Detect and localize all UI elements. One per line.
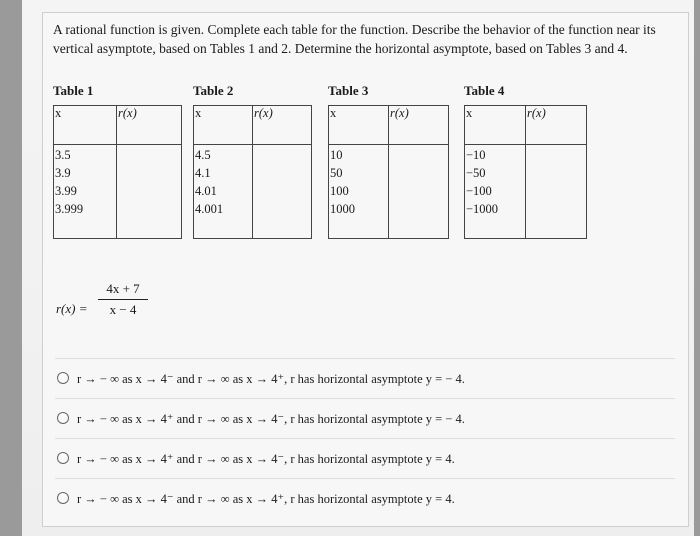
- worksheet-page: [22, 0, 694, 536]
- table-1-header-rx: r(x): [117, 106, 182, 145]
- table-4: [464, 105, 587, 239]
- table-4-header-rx: r(x): [526, 106, 587, 145]
- option-text: r → − ∞ as x → 4⁻ and r → ∞ as x → 4⁺, r has horizontal asymptote y = 4.: [77, 492, 455, 506]
- divider: [55, 358, 675, 359]
- fraction-bar: [98, 299, 148, 300]
- table-2-x-column: [194, 145, 253, 239]
- table-2-x-value: 4.001: [195, 202, 224, 216]
- function-denominator: x − 4: [109, 302, 137, 317]
- answer-option-1[interactable]: [57, 371, 465, 387]
- table-1-x-column: [54, 145, 117, 239]
- option-text: r → − ∞ as x → 4⁻ and r → ∞ as x → 4⁺, r has horizontal asymptote y = − 4.: [77, 372, 465, 386]
- table-2: [193, 105, 312, 239]
- table-4-x-column: [465, 145, 526, 239]
- table-3: [328, 105, 449, 239]
- table-3-header-rx: r(x): [389, 106, 449, 145]
- answer-option-4[interactable]: [57, 491, 455, 507]
- table-3-x-value: 50: [330, 166, 343, 180]
- function-numerator: 4x + 7: [106, 281, 140, 296]
- function-lhs: r(x) =: [56, 301, 88, 316]
- table-2-label: Table 2: [193, 83, 234, 98]
- table-3-x-value: 100: [330, 184, 349, 198]
- radio-button[interactable]: [57, 412, 69, 424]
- table-3-x-value: 10: [330, 148, 343, 162]
- table-2-x-value: 4.5: [195, 148, 211, 162]
- table-2-header-rx: r(x): [253, 106, 312, 145]
- table-2-rx-input[interactable]: [253, 145, 312, 239]
- table-3-x-value: 1000: [330, 202, 355, 216]
- table-4-rx-input[interactable]: [526, 145, 587, 239]
- table-4-x-value: −1000: [466, 202, 499, 216]
- question-panel: [42, 12, 689, 527]
- answer-option-2[interactable]: [57, 411, 465, 427]
- table-1: [53, 105, 182, 239]
- table-1-rx-input[interactable]: [117, 145, 182, 239]
- table-4-header-x: x: [465, 106, 526, 145]
- answer-option-3[interactable]: [57, 451, 455, 467]
- table-4-x-value: −100: [466, 184, 492, 198]
- table-1-x-value: 3.5: [55, 148, 71, 162]
- table-1-label: Table 1: [53, 83, 94, 98]
- radio-button[interactable]: [57, 492, 69, 504]
- divider: [55, 398, 675, 399]
- table-3-header-x: x: [329, 106, 389, 145]
- table-2-header-x: x: [194, 106, 253, 145]
- divider: [55, 438, 675, 439]
- table-3-x-column: [329, 145, 389, 239]
- radio-button[interactable]: [57, 452, 69, 464]
- table-1-x-value: 3.9: [55, 166, 71, 180]
- table-1-header-x: x: [54, 106, 117, 145]
- table-2-x-value: 4.01: [195, 184, 217, 198]
- table-3-rx-input[interactable]: [389, 145, 449, 239]
- table-1-x-value: 3.999: [55, 202, 84, 216]
- table-2-x-value: 4.1: [195, 166, 211, 180]
- table-3-label: Table 3: [328, 83, 369, 98]
- table-4-x-value: −50: [466, 166, 486, 180]
- table-4-x-value: −10: [466, 148, 486, 162]
- radio-button[interactable]: [57, 372, 69, 384]
- divider: [55, 478, 675, 479]
- option-text: r → − ∞ as x → 4⁺ and r → ∞ as x → 4⁻, r has horizontal asymptote y = 4.: [77, 452, 455, 466]
- table-4-label: Table 4: [464, 83, 505, 98]
- question-prompt: A rational function is given. Complete each table for the function. Describe the behavior of the function near its vertical asymptote, based on Tables 1 and 2. Determine the horizontal asymptote, based on Tables 3 and 4.: [53, 22, 656, 56]
- table-1-x-value: 3.99: [55, 184, 77, 198]
- option-text: r → − ∞ as x → 4⁺ and r → ∞ as x → 4⁻, r has horizontal asymptote y = − 4.: [77, 412, 465, 426]
